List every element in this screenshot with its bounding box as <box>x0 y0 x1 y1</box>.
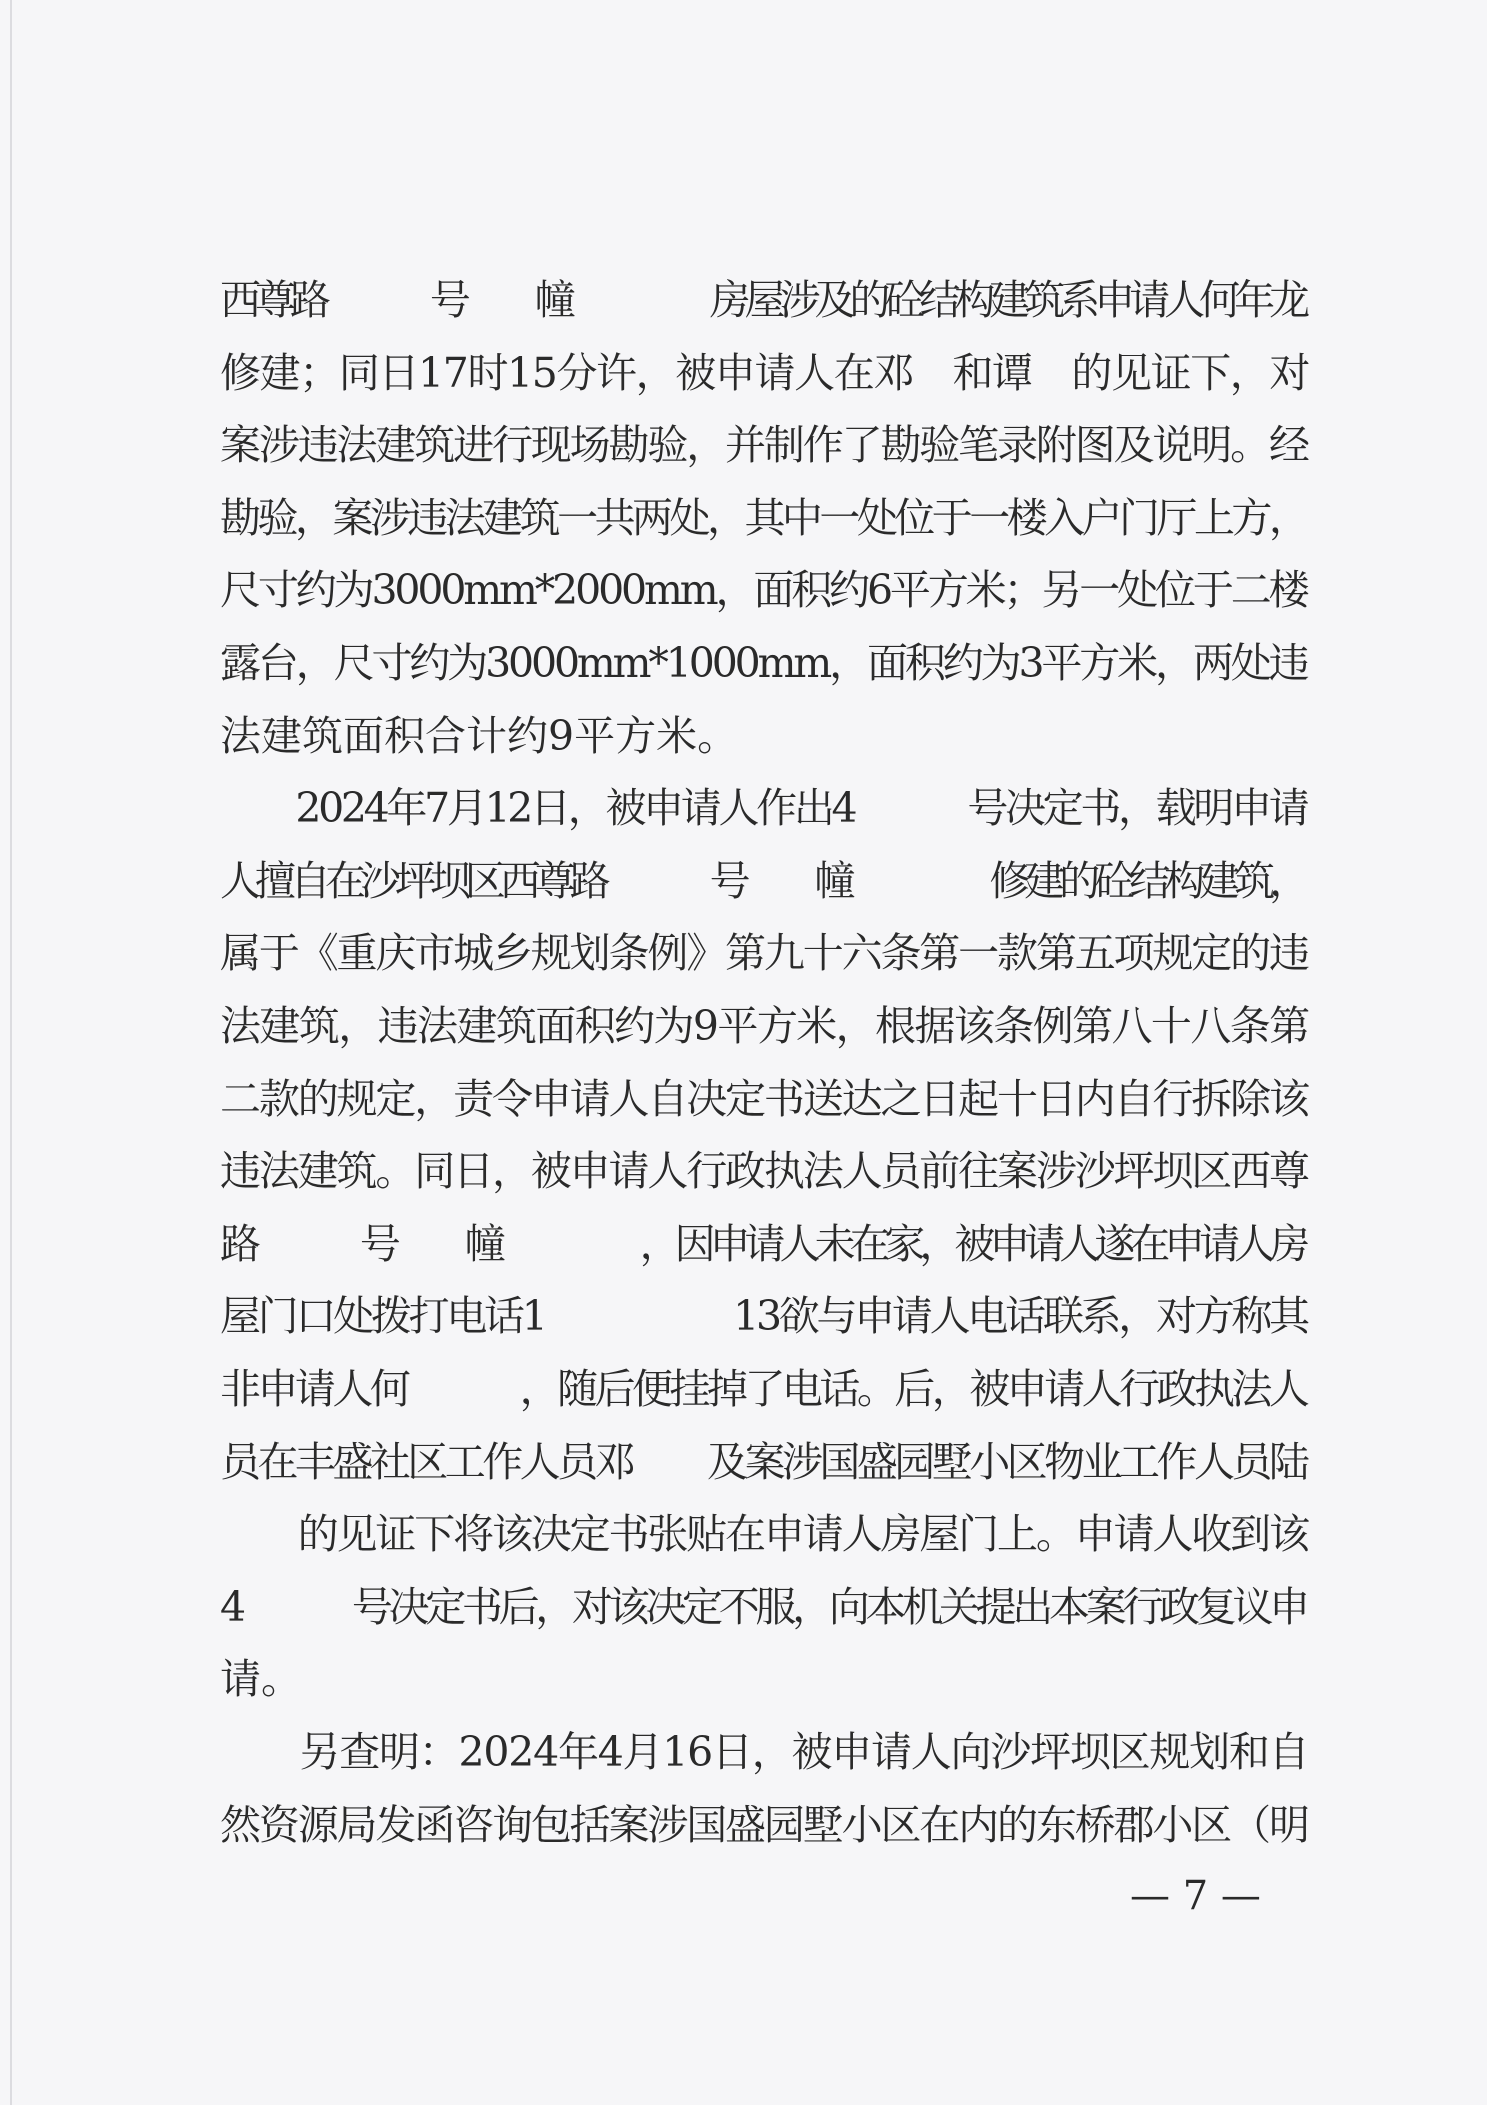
text-line: 请。 <box>220 1655 302 1704</box>
text-line: 二款的规定，责令申请人自决定书送达之日起十日内自行拆除该 <box>220 1074 1308 1123</box>
text-line: 4 号决定书后，对该决定不服，向本机关提出本案行政复议申 <box>220 1582 1306 1631</box>
text-line: 然资源局发函咨询包括案涉国盛园墅小区在内的东桥郡小区（明 <box>220 1800 1308 1849</box>
text-line: 修建；同日17时15分许，被申请人在邓 和谭 的见证下，对 <box>220 348 1310 397</box>
text-line: 人擅自在沙坪坝区西尊路 号 幢 修建的砼结构建筑， <box>220 856 1305 905</box>
text-line: 另查明：2024年4月16日，被申请人向沙坪坝区规划和自 <box>220 1728 1309 1776</box>
text-line: 尺寸约为3000mm*2000mm，面积约6平方米；另一处位于二楼 <box>220 566 1307 615</box>
text-line: 员在丰盛社区工作人员邓 及案涉国盛园墅小区物业工作人员陆 <box>220 1437 1307 1486</box>
text-line: 属于《重庆市城乡规划条例》第九十六条第一款第五项规定的违 <box>220 929 1308 978</box>
text-line: 路 号 幢 ，因申请人未在家，被申请人遂在申请人房 <box>220 1219 1305 1268</box>
text-line: 法建筑面积合计约9平方米。 <box>220 711 739 760</box>
page-edge-line <box>10 0 12 2105</box>
text-line: 案涉违法建筑进行现场勘验，并制作了勘验笔录附图及说明。经 <box>220 421 1308 470</box>
text-line: 违法建筑。同日，被申请人行政执法人员前往案涉沙坪坝区西尊 <box>220 1147 1308 1196</box>
text-line: 勘验，案涉违法建筑一共两处，其中一处位于一楼入户门厅上方， <box>220 493 1307 542</box>
text-line: 露台，尺寸约为3000mm*1000mm，面积约为3平方米，两处违 <box>220 639 1307 687</box>
text-line: 的见证下将该决定书张贴在申请人房屋门上。申请人收到该 <box>220 1510 1308 1559</box>
text-line: 2024年7月12日，被申请人作出4 号决定书，载明申请 <box>220 784 1307 833</box>
text-line: 法建筑，违法建筑面积约为9平方米，根据该条例第八十八条第 <box>220 1002 1309 1050</box>
text-line: 屋门口处拨打电话1 13欲与申请人电话联系，对方称其 <box>220 1292 1307 1341</box>
page-number: — 7 — <box>1130 1873 1261 1919</box>
text-line: 非申请人何 ，随后便挂掉了电话。后，被申请人行政执法人 <box>220 1365 1307 1413</box>
text-line: 西尊路 号 幢 房屋涉及的砼结构建筑系申请人何年龙 <box>220 276 1305 324</box>
